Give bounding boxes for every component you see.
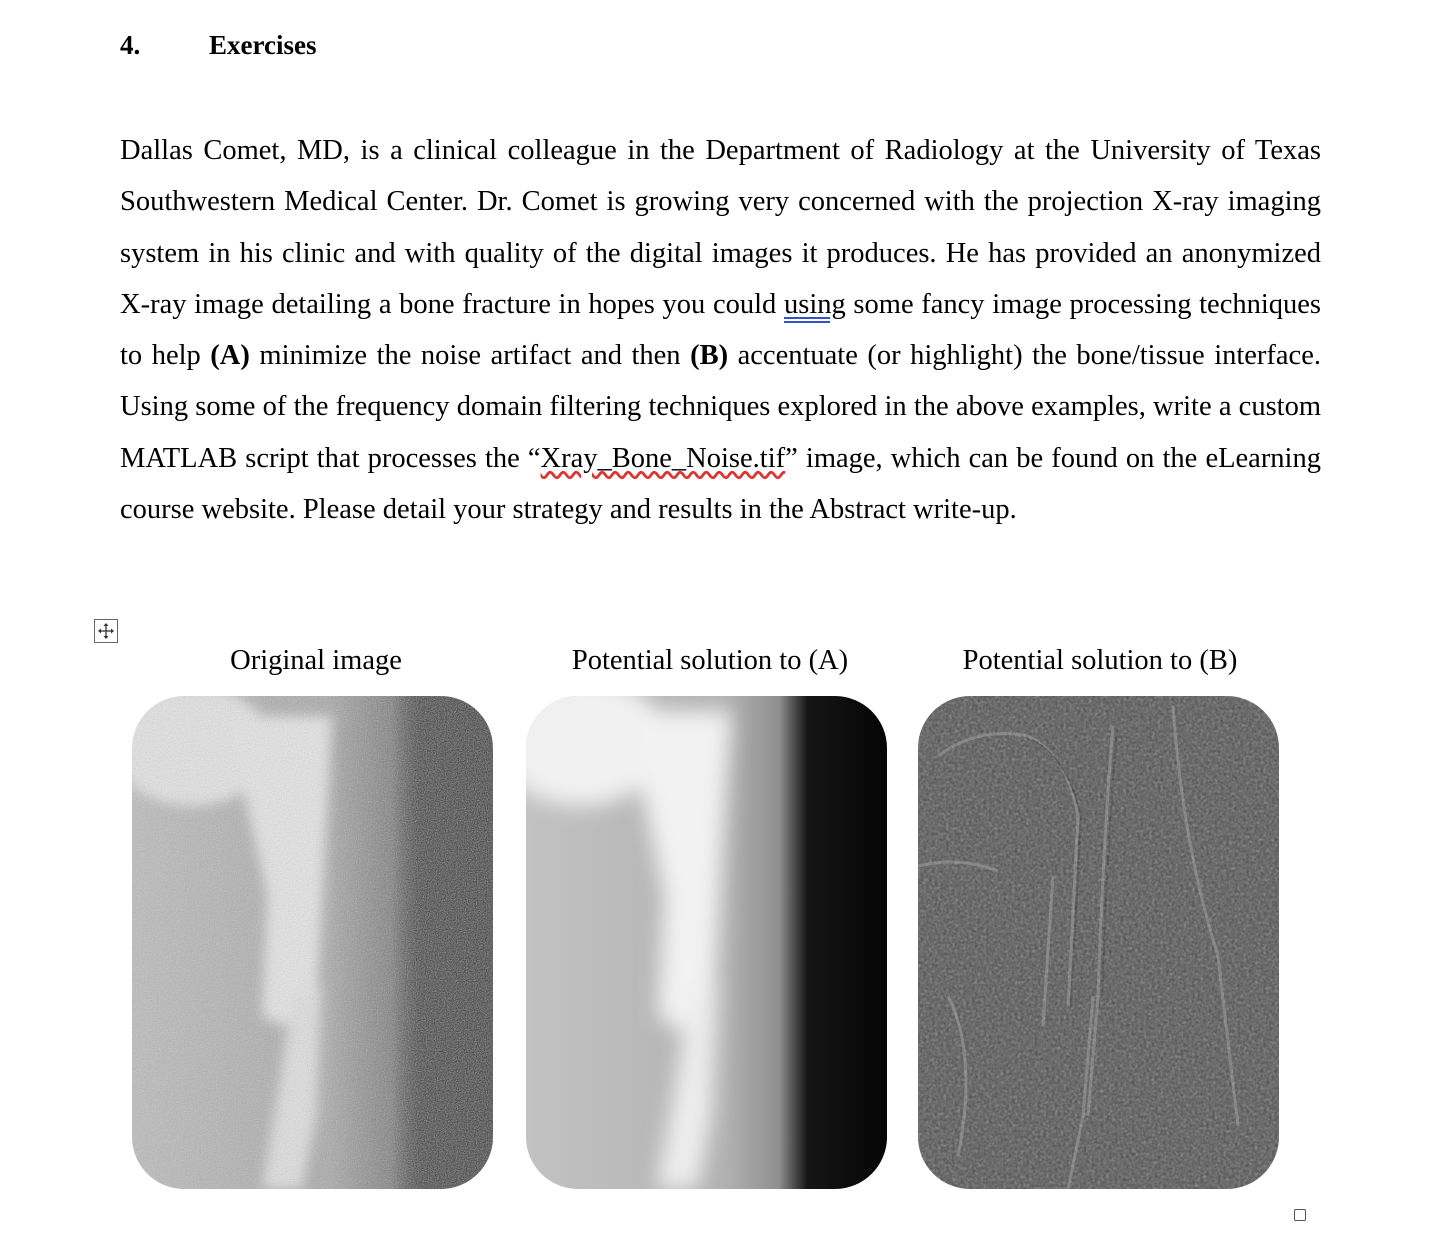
- exercise-paragraph: [120, 125, 1321, 535]
- figure-label-original: Original image: [230, 645, 402, 676]
- grammar-flagged-word[interactable]: using: [783, 288, 846, 320]
- table-move-handle[interactable]: [94, 619, 118, 643]
- figure-label-solution-a: Potential solution to (A): [571, 645, 849, 676]
- paragraph-text-1: Dallas Comet, MD, is a clinical colleague in the Department of Radiology at the University of Texas Southwestern Medical Center. Dr. Comet is growing very concerned with the projection X-ray imaging system in his clinic and with quality of the digital images it produces. He has provided an anonymized X-ray image detailing a bone fracture in hopes you could: [120, 135, 1321, 320]
- paragraph-text-4: accentuate (or highlight) the bone/tissue interface. Using some of the frequency domain filtering techniques explored in the above examples, write a custom MATLAB script that processes the “: [120, 340, 1321, 474]
- part-a-label: (A): [210, 340, 250, 372]
- paragraph-text-2: some fancy image processing techniques to help: [120, 288, 1321, 372]
- resize-handle-icon[interactable]: [1294, 1209, 1306, 1221]
- paragraph-text-5: ” image, which can be found on the eLearning course website. Please detail your strategy and results in the Abstract write-up.: [120, 442, 1321, 526]
- solution-b-xray-image: [918, 696, 1279, 1189]
- solution-a-xray-image: [526, 696, 887, 1189]
- part-b-label: (B): [690, 340, 729, 372]
- original-xray-image: [132, 696, 493, 1189]
- figure-label-solution-b: Potential solution to (B): [962, 645, 1238, 676]
- paragraph-text-3: minimize the noise artifact and then: [249, 340, 691, 372]
- spellcheck-flagged-filename[interactable]: Xray_Bone_Noise.tif: [540, 442, 786, 474]
- section-title: Exercises: [209, 30, 317, 60]
- move-icon: [97, 622, 115, 640]
- section-number: 4.: [120, 30, 141, 60]
- section-heading: [120, 30, 316, 61]
